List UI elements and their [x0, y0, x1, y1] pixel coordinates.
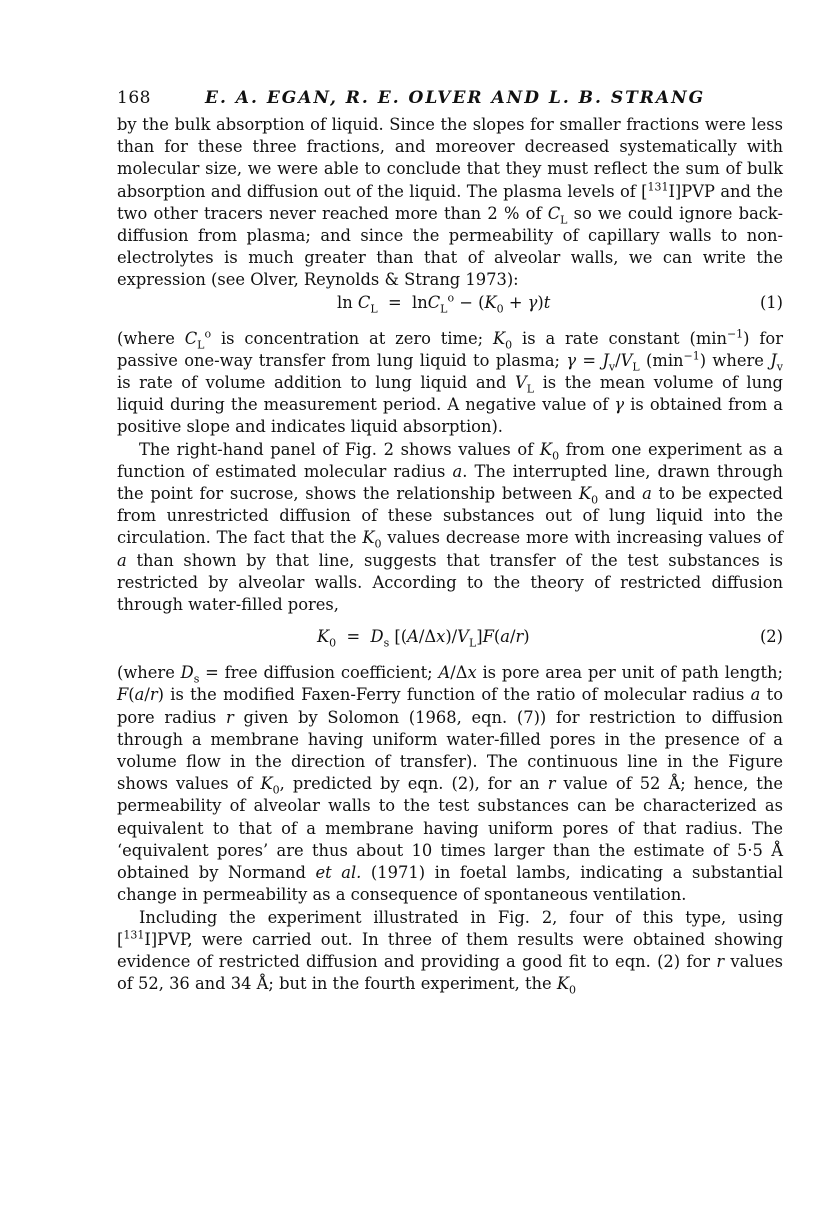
equation-1: $\ln C_L = \ln C_L^o - (K_0 + \gamma)t$ (1) — [337, 291, 783, 315]
equation-2: $K_0 = D_s$ $[(A/\Delta x)/V_L]F(a/r)$ (2) — [317, 627, 783, 650]
equation-1-number: (1) — [759, 292, 783, 312]
paragraph-2: (where $C_L^o$ is concentration at zero time; $K_0$ is a rate constant $(\min^{-1})$ for passive one-way transfer from lung liquid to plasma; $\gamma = J_v/V_L$ $(\min^{-1})$ where $J_v$ is rate of volume addition to lung liquid and $V_L$ is the mean volume of lung liquid during the measurement period. A negative value of γ is obtained from a positive slope and indicates liquid absorption). — [117, 327, 784, 437]
paragraph-5: Including the experiment illustrated in Fig. 2, four of this type, using [$^{131}$I]PVP, were carried out. In three of them results were obtained showing evidence of restricted diffusion and providing a good fit to eqn. (2) for r values of 52, 36 and 34 Å; but in the fourth experiment, the $K_0$ — [117, 907, 783, 997]
paragraph-4: (where $D_s$ = free diffusion coefficient; A/Δx is pore area per unit of path length; F(a/r) is the modified Faxen-Ferry function of the ratio of molecular radius a to pore radius r given by Solomon (1968, eqn. (7)) for restriction to diffusion through a membrane having uniform water-filled pores in the presence of a volume flow in the direction of transfer). The continuous line in the Figure shows values of $K_0$, predicted by eqn. (2), for an r value of 52 Å; hence, the permeability of alveolar walls to the test substances can be characterized as equivalent to that of a membrane having uniform pores of that radius. The ‘equivalent pores’ are thus about 10 times larger than the estimate of 5·5 Å obtained by Normand et al. (1971) in foetal lambs, indicating a substantial change in permeability as a consequence of spontaneous ventilation. — [117, 663, 783, 905]
running-header — [117, 88, 783, 114]
paragraph-1: by the bulk absorption of liquid. Since the slopes for smaller fractions were less than for these three fractions, and moreover decreased systematically with molecular size, we were able to conclude that they must reflect the sum of bulk absorption and diffusion out of the liquid. The plasma levels of [$^{131}$I]PVP and the two other tracers never reached more than 2 % of $C_L$ so we could ignore back-diffusion from plasma; and since the permeability of capillary walls to non-electrolytes is much greater than that of alveolar walls, we can write the expression (see Olver, Reynolds & Strang 1973): — [117, 115, 783, 290]
running-authors: E. A. EGAN, R. E. OLVER AND L. B. STRANG — [205, 88, 706, 108]
page — [117, 88, 783, 995]
equation-2-number: (2) — [759, 627, 783, 647]
paragraph-3: The right-hand panel of Fig. 2 shows values of $K_0$ from one experiment as a function of estimated molecular radius a. The interrupted line, drawn through the point for sucrose, shows the relationship between $K_0$ and a to be expected from unrestricted diffusion of these substances out of lung liquid into the circulation. The fact that the $K_0$ values decrease more with increasing values of a than shown by that line, suggests that transfer of the test substances is restricted by alveolar walls. According to the theory of restricted diffusion through water-filled pores, — [117, 439, 783, 615]
page-number: 168 — [117, 88, 151, 108]
